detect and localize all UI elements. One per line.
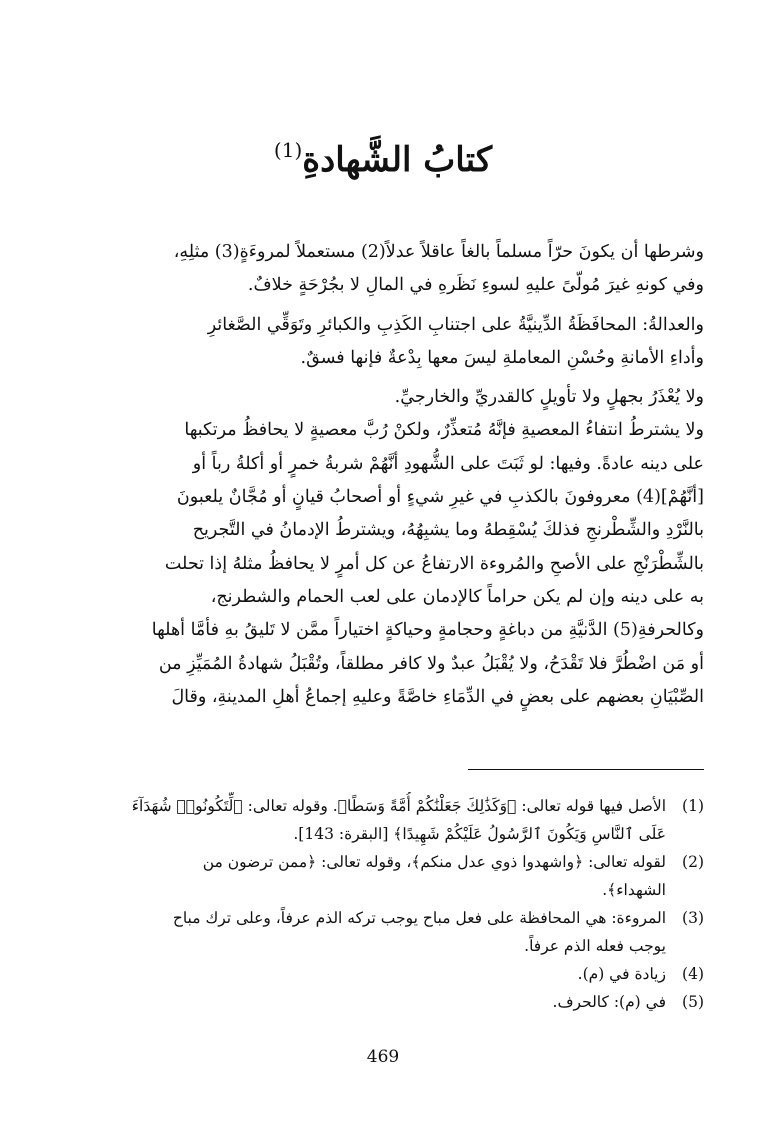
footnote-text — [62, 904, 666, 960]
body-line: الصِّبْيَانِ بعضهم على بعضٍ في الدِّمَاءِ خاصَّةً وعليهِ إجماعُ أهلِ المدينةِ، وقالَ — [171, 686, 704, 707]
chapter-title — [62, 128, 704, 182]
body-line: بالشِّطْرَنْجِ على الأصحِ والمُروءة الارتفاعُ عن كل أمرٍ لا يحافظُ مثلهُ إذا تحلت — [164, 553, 704, 574]
page-number: 469 — [366, 1047, 400, 1067]
footnote-item — [62, 904, 704, 960]
footnote-line: الأصل فيها قوله تعالى: ﴿وَكَذَٰلِكَ جَعَلْنَٰكُمْ أُمَّةً وَسَطًا﴾. وقوله تعالى: ﴿لِّتَكُونُوا۟ شُهَدَآءَ — [131, 797, 666, 815]
body-line: [أنَّهُمْ](4) معروفونَ بالكذبِ في غيرِ شيءٍ أو أصحابُ قيانٍ أو مُجَّانٌ يلعبونَ — [176, 487, 704, 508]
footnote-line: المروءة: هي المحافظة على فعل مباح يوجب تركه الذم عرفاً، وعلى ترك مباح — [172, 909, 666, 927]
body-line: على دينه عادةً. وفيها: لو ثَبَتَ على الشُّهودِ أنَّهُمْ شربةُ خمرٍ أو أكلةُ رباً أو — [192, 453, 704, 474]
footnote-number: (3) — [682, 909, 704, 927]
footnote-number: (1) — [682, 797, 704, 815]
footnote-item — [62, 988, 704, 1016]
footnote-number: (2) — [682, 853, 704, 871]
footnote-item — [62, 792, 704, 848]
footnote-line: لقوله تعالى: ﴿واشهدوا ذوي عدل منكم﴾، وقوله تعالى: ﴿ممن ترضون من — [202, 853, 666, 871]
body-line: والعدالةُ: المحافَظَةُ الدِّينيَّةُ على اجتنابِ الكَذِبِ والكبائرِ وتَوَقِّي الصَّغائرِ — [207, 314, 704, 335]
footnote-line: يوجب فعله الذم عرفاً. — [524, 937, 666, 955]
footnote-number: (4) — [682, 965, 704, 983]
footnote-line: في (م): كالحرف. — [552, 993, 666, 1011]
chapter-title-footnote-marker: (1) — [273, 138, 303, 162]
footnote-text — [62, 848, 666, 904]
body-line: وفي كونهِ غيرَ مُولّىً عليهِ لسوءِ نَظَرهِ في المالِ لا بجُرْحَةٍ خلافٌ. — [247, 275, 704, 296]
body-line: وأداءِ الأمانةِ وحُسْنِ المعاملةِ ليسَ معها بِدْعةٌ فإنها فسقٌ. — [300, 347, 704, 368]
footnote-item — [62, 848, 704, 904]
footnote-text — [62, 960, 666, 988]
body-line: ولا يشترطُ انتفاءُ المعصيةِ فإنَّهُ مُتعذِّرٌ، ولكنْ رُبَّ معصيةٍ لا يحافظُ مرتكبها — [184, 420, 704, 441]
footnote-divider — [468, 769, 704, 770]
body-line: ولا يُعْذَرُ بجهلٍ ولا تأويلٍ كالقدريِّ والخارجيِّ. — [394, 387, 704, 408]
footnote-line: زيادة في (م). — [577, 965, 666, 983]
body-line: به على دينه وإن لم يكن حراماً كالإدمان على لعب الحمام والشطرنج، — [210, 586, 704, 607]
body-line: بالنَّرْدِ والشِّطْرنجِ فذلكَ يُسْقِطهُ وما يشبِهُهُ، ويشترطُ الإدمانُ في التَّجريح — [192, 520, 704, 541]
footnote-line: الشهداء﴾. — [602, 881, 666, 899]
body-line: أو مَن اضْطُرَّ فلا تَقْدَحُ، ولا يُقْبَلُ عبدٌ ولا كافر مطلقاً، وتُقْبَلُ شهادةُ المُمَيِّزِ من — [158, 653, 704, 674]
footnote-number: (5) — [682, 993, 704, 1011]
footnote-text — [62, 988, 666, 1016]
footnote-text — [62, 792, 666, 848]
body-line: وشرطها أن يكونَ حرّاً مسلماً بالغاً عاقلاً عدلاً(2) مستعملاً لمروءَةٍ(3) مثلِهِ، — [173, 242, 704, 262]
main-text — [62, 236, 704, 714]
footnotes — [62, 792, 704, 1016]
footnote-line: عَلَى ٱلنَّاسِ وَيَكُونَ ٱلرَّسُولُ عَلَيْكُمْ شَهِيدًا﴾ [البقرة: 143]. — [293, 825, 666, 843]
footnote-item — [62, 960, 704, 988]
chapter-title-text: كتابُ الشَّهادةِ — [302, 140, 493, 180]
body-line: وكالحرفةِ(5) الدَّنيَّةِ من دباغةٍ وحجامةٍ وحياكةٍ اختياراً ممَّن لا تَليقُ بهِ فأمَّا أهلها — [151, 620, 704, 641]
book-page — [62, 0, 704, 1125]
